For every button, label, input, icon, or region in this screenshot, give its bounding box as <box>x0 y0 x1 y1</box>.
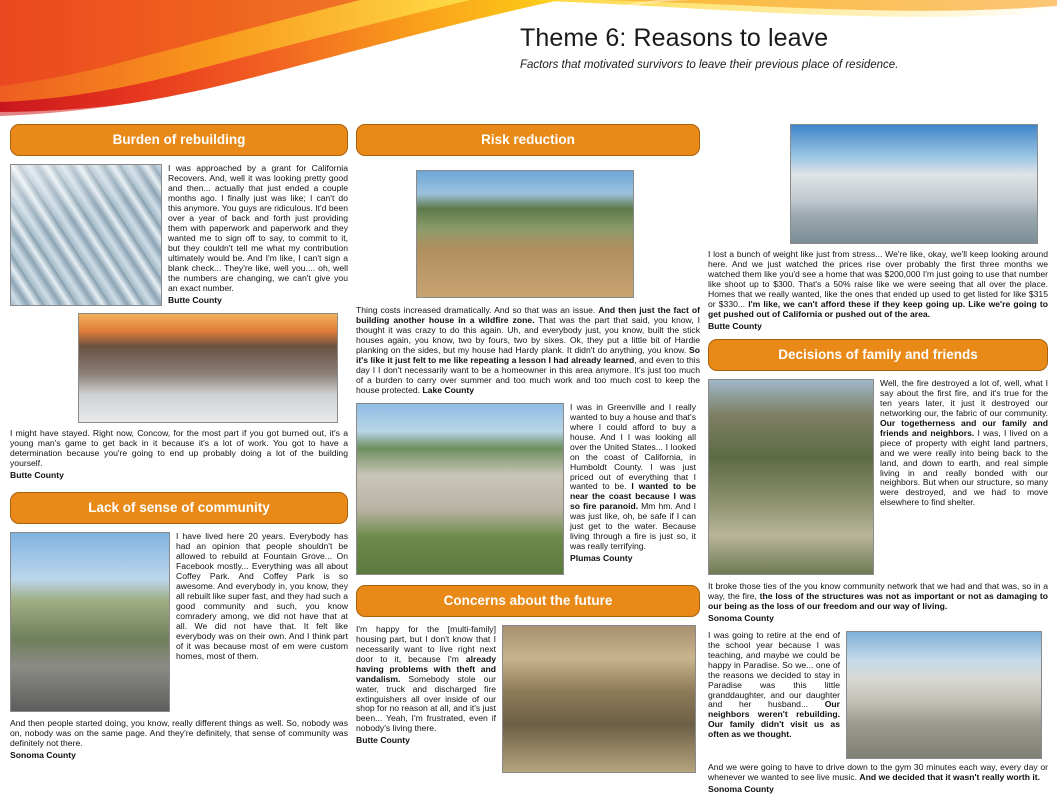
mobile-home-trailer-photo <box>846 631 1042 759</box>
section-header-community: Lack of sense of community <box>10 492 348 524</box>
community-row-1 <box>10 532 348 712</box>
risk-county-2: Plumas County <box>570 553 633 564</box>
burden-county-1: Butte County <box>168 294 222 305</box>
community-county: Sonoma County <box>10 749 76 760</box>
oak-tree-property-photo <box>708 379 874 575</box>
family-quote-1: Well, the fire destroyed a lot of, well, what I say about the first fire, and it's true for the ten years later, it just it destroyed our networking our, the fabric of our community. Our togetherness and our family and friends and neighbors. I was, I lived on a piece of property with eight land partners, and we were really into being back to the land, and down to earth, and real simple living in and really bonded with our neighbors. But when our structure, so many were destroyed, and we had to move elsewhere to find shelter. <box>880 377 1048 508</box>
section-header-family: Decisions of family and friends <box>708 339 1048 371</box>
weight-block <box>708 250 1048 331</box>
ice-rubble-photo <box>10 164 162 306</box>
left-column <box>10 124 348 760</box>
burned-debris-ground-photo <box>502 625 696 773</box>
community-quote-2: And then people started doing, you know, really different things as well. So, nobody was on, nobody was on the same page. And they're definitely, that sense of community was definitely not there. <box>10 717 348 748</box>
section-header-future: Concerns about the future <box>356 585 700 617</box>
burden-county-2: Butte County <box>10 469 64 480</box>
community-quote-1: I have lived here 20 years. Everybody has had an opinion that people shouldn't be allowed to rebuild at Fountain Grove... On Facebook mostly... Everything was all about Coffey Park. And Coffey Park is so awesome. And everybody in, you know, they all rebuilt like super fast, and they had such a good community and such, you know comradery among, we did not have that at all. We did not have that. It felt like everybody was on their own. And I think part of it was because most of em were custom homes, most of them. <box>176 530 348 661</box>
risk-county-1: Lake County <box>422 384 474 395</box>
title-block <box>520 24 1040 71</box>
green-lawn-house-photo <box>356 403 564 575</box>
weight-quote: I lost a bunch of weight like just from stress... We're like, okay, we'll keep looking around here. And we just watched the prices rise over probably the first three months we watched them like you'd see a home that was $200,000 I'm just going to use that number like shoot up to $300. That's a 50% raise like we were seeing that all over the place. Homes that we really wanted, like the ones that ended up used to get listed for like $315 or $330... I'm like, we can't afford these if they keep going up. Like we're going to get pushed out of California or pushed out of the area. <box>708 249 1048 319</box>
section-header-burden: Burden of rebuilding <box>10 124 348 156</box>
page-subtitle: Factors that motivated survivors to leave their previous place of residence. <box>520 59 899 71</box>
family-quote-4: And we were going to have to drive down to the gym 30 minutes each way, every day or whenever we wanted to see live music. And we decided that it wasn't really worth it. <box>708 761 1048 782</box>
section-header-risk: Risk reduction <box>356 124 700 156</box>
future-row-1 <box>356 625 700 773</box>
burden-quote-2: I might have stayed. Right now, Concow, for the most part if you got burned out, it's a young man's game to get back in it because it's a lot of work. You got to have a determination because you're going to end up probably doing a lot of the building yourself. <box>10 428 348 468</box>
family-county-1: Sonoma County <box>708 612 774 623</box>
risk-row-2 <box>356 403 700 575</box>
family-row-1 <box>708 379 1048 575</box>
future-county: Butte County <box>356 735 410 746</box>
burden-row-2 <box>10 313 348 480</box>
family-row-2 <box>708 631 1048 759</box>
risk-quote-1: Thing costs increased dramatically. And so that was an issue. And then just the fact of building another house in a wildfire zone. That was the part that said, you know, I thought it was crazy to do this again. Uh, and everybody just, you know, built the stick houses again, you know, two by fours, two by sixes. Ok, they put a little bit of Hardie planking on the sides, but my house had Hardy plank. It didn't do anything, you know. So it's like it just felt to me like repeating a lesson I had already learned, and even to this day I I don't necessarily want to be a homeowner in this area anymore. It's just too much of a burden to carry over summer and too much work and too much cost to keep the house protected. Lake County <box>356 305 700 395</box>
highway-traffic-signal-photo <box>10 532 170 712</box>
family-quote-2: It broke those ties of the you know community network that we had and that was, so in a way, the fire, the loss of the structures was not as important or not as damaging to our being as the loss of our freedom and our way of living. <box>708 580 1049 611</box>
future-quote: I'm happy for the [multi-family] housing part, but I don't know that I necessarily want to live right next door to it, because I'm already having problems with theft and vandalism. Somebody stole our water, truck and discharged fire extinguishers all over inside of our shop for no reason at all, and it's just been... Yeah, I'm frustrated, even if nobody's living there. <box>356 623 496 734</box>
home-construction-site-photo <box>416 170 634 298</box>
family-quote-3: I was going to retire at the end of the school year because I was teaching, and maybe we could be happy in Paradise. So we... one of the reasons we decided to stay in Paradise was this little granddaughter, and our daughter and her husband... Our neighbors weren't rebuilding. Our family didn't visit us as often as we thought. <box>708 629 840 740</box>
suburban-house-blue-sky-photo <box>790 124 1038 244</box>
burden-row-1 <box>10 164 348 306</box>
middle-column <box>356 124 700 773</box>
weight-county: Butte County <box>708 320 762 331</box>
right-column <box>708 124 1048 794</box>
family-county-2: Sonoma County <box>708 783 774 794</box>
burden-quote-1: I was approached by a grant for California Recovers. And, well it was looking pretty good and then... actually that just ended a couple months ago. I finally just was like; I can't do this anymore. You guys are ridiculous. It'd been over a year of back and forth just providing them with paperwork and paperwork and they wanted me to sign off to say, to commit to it, but they couldn't tell me what my contribution ultimately would be. And I'm like, I can't sign a blank check... They're like, well you.... oh, well the numbers are changing, we can't give you an exact number. <box>168 163 348 293</box>
risk-quote-2: I was in Greenville and I really wanted to buy a house and that's where I could afford to buy a house. And I I was looking all over the United States... I looked on the coast of California, in Humboldt County. I was just priced out of everything that I wanted to be. I wanted to be near the coast because I was so fire paranoid. Mm hm. And I was just like, oh, be safe if I can just get to the water. Because living through a fire is just so, it was really terrifying. <box>570 401 696 552</box>
burned-forest-sunset-photo <box>78 313 338 423</box>
page-title: Theme 6: Reasons to leave <box>520 24 829 52</box>
